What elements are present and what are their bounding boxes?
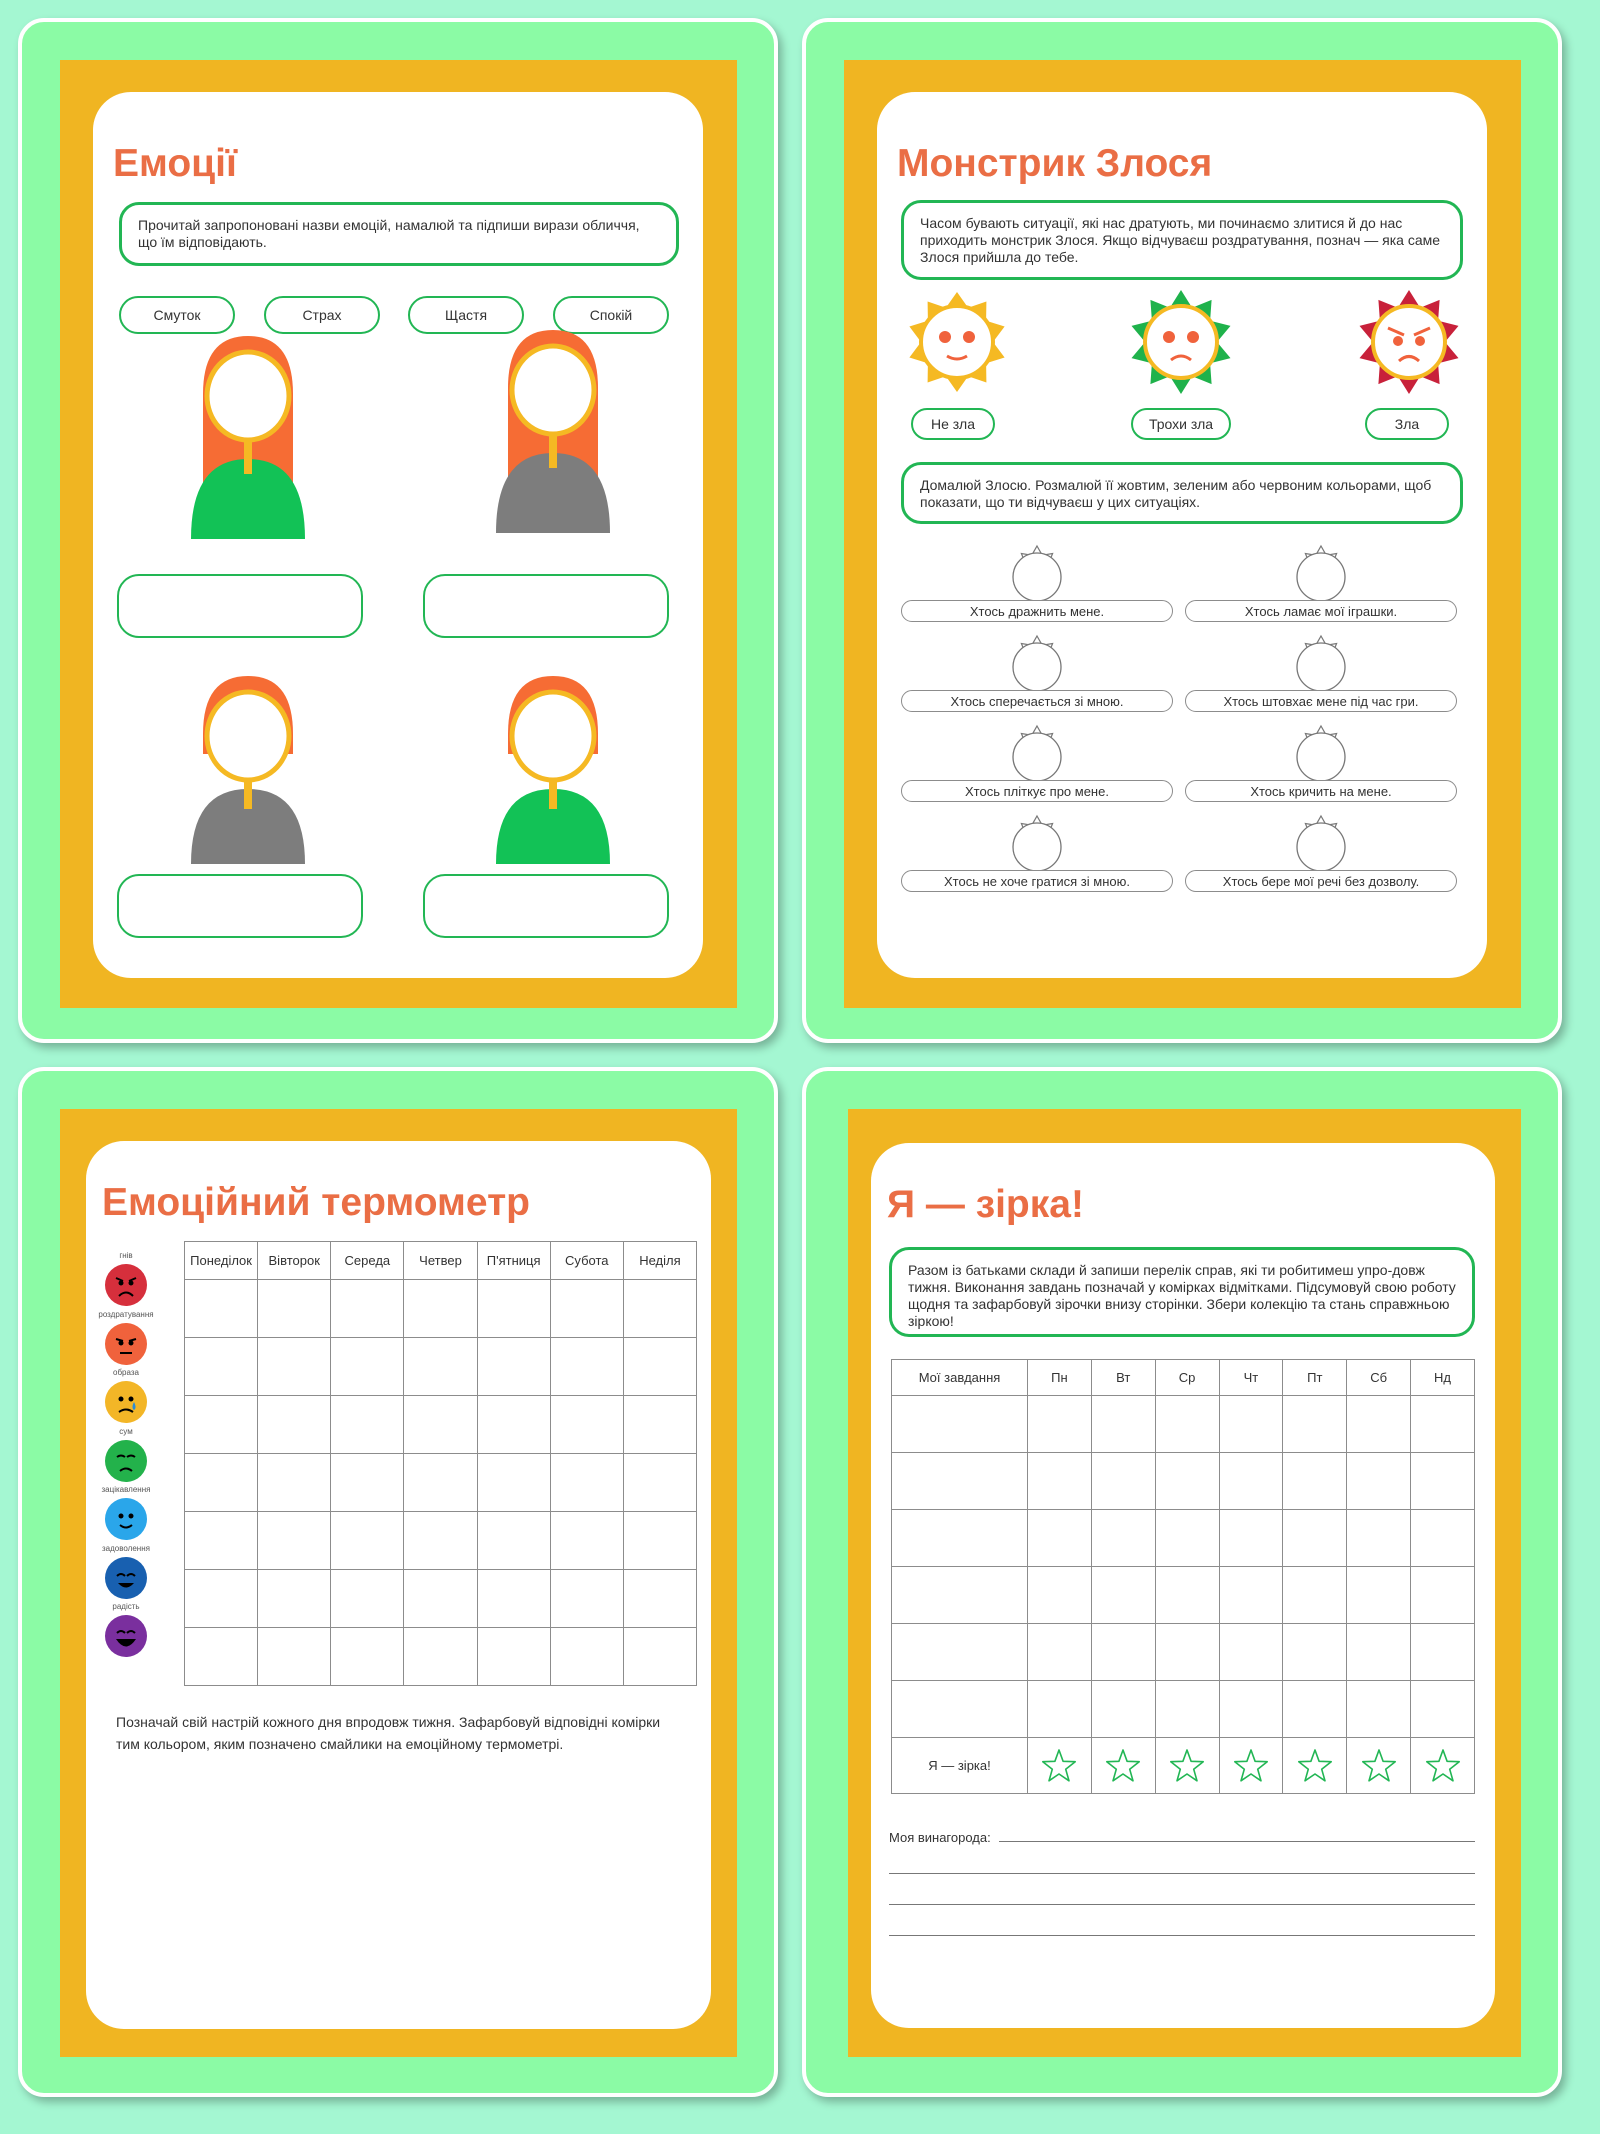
check-cell[interactable]: [1219, 1567, 1283, 1624]
mood-cell[interactable]: [258, 1512, 331, 1570]
table-row: [185, 1280, 697, 1338]
star-cell[interactable]: [1283, 1738, 1347, 1794]
check-cell[interactable]: [1283, 1567, 1347, 1624]
check-cell[interactable]: [1155, 1567, 1219, 1624]
emotion-label: Щастя: [408, 296, 524, 334]
check-cell[interactable]: [1091, 1567, 1155, 1624]
mood-cell[interactable]: [258, 1396, 331, 1454]
mood-cell[interactable]: [623, 1628, 696, 1686]
mood-cell[interactable]: [404, 1280, 477, 1338]
mood-cell[interactable]: [550, 1280, 623, 1338]
day-header: Середа: [331, 1242, 404, 1280]
day-header: Чт: [1219, 1360, 1283, 1396]
mood-cell[interactable]: [185, 1570, 258, 1628]
check-cell[interactable]: [1283, 1510, 1347, 1567]
emotion-label: Спокій: [553, 296, 669, 334]
table-row: [185, 1338, 697, 1396]
anger-level-option[interactable]: Не зла: [911, 408, 995, 440]
reward-line[interactable]: [889, 1904, 1475, 1905]
task-cell[interactable]: [892, 1510, 1028, 1567]
mood-cell[interactable]: [550, 1512, 623, 1570]
check-cell[interactable]: [1347, 1681, 1411, 1738]
check-cell[interactable]: [1091, 1681, 1155, 1738]
joy-smiley-icon: [104, 1614, 148, 1658]
outline-sun-icon[interactable]: [1293, 724, 1349, 782]
outline-sun-icon[interactable]: [1293, 634, 1349, 692]
table-row: [892, 1510, 1475, 1567]
check-cell[interactable]: [1155, 1453, 1219, 1510]
check-cell[interactable]: [1155, 1624, 1219, 1681]
situation-label: Хтось кричить на мене.: [1185, 780, 1457, 802]
table-row: [185, 1396, 697, 1454]
check-cell[interactable]: [1091, 1396, 1155, 1453]
situation-label: Хтось бере мої речі без дозволу.: [1185, 870, 1457, 892]
task-cell[interactable]: [892, 1624, 1028, 1681]
mood-cell[interactable]: [258, 1454, 331, 1512]
mood-cell[interactable]: [623, 1280, 696, 1338]
mood-cell[interactable]: [550, 1396, 623, 1454]
instruction-text: Позначай свій настрій кожного дня впродовж тижня. Зафарбовуй відповідні комірки тим кольором, яким позначено смайлики на емоційному термометрі.: [116, 1714, 661, 1752]
check-cell[interactable]: [1411, 1453, 1475, 1510]
answer-box[interactable]: [117, 874, 363, 938]
check-cell[interactable]: [1347, 1624, 1411, 1681]
mood-cell[interactable]: [623, 1512, 696, 1570]
mood-cell[interactable]: [404, 1628, 477, 1686]
worksheet-card-thermometer: [18, 1067, 778, 2097]
outline-sun-icon[interactable]: [1009, 724, 1065, 782]
day-header: Неділя: [623, 1242, 696, 1280]
situation-label: Хтось дражнить мене.: [901, 600, 1173, 622]
slightly-angry-sun-icon: [1127, 288, 1235, 396]
worksheet-page: [877, 92, 1487, 978]
situation-label: Хтось штовхає мене під час гри.: [1185, 690, 1457, 712]
check-cell[interactable]: [1219, 1681, 1283, 1738]
day-header: Субота: [550, 1242, 623, 1280]
angry-sun-icon: [1355, 288, 1463, 396]
check-cell[interactable]: [1219, 1453, 1283, 1510]
thermometer-label: сум: [119, 1426, 133, 1436]
boy-figure-icon: [488, 674, 618, 869]
tasks-table: [891, 1359, 1475, 1794]
check-cell[interactable]: [1155, 1681, 1219, 1738]
mood-cell[interactable]: [623, 1454, 696, 1512]
mood-cell[interactable]: [623, 1396, 696, 1454]
check-cell[interactable]: [1028, 1510, 1092, 1567]
check-cell[interactable]: [1283, 1681, 1347, 1738]
emotion-label: Смуток: [119, 296, 235, 334]
mood-cell[interactable]: [477, 1280, 550, 1338]
outline-sun-icon[interactable]: [1009, 544, 1065, 602]
check-cell[interactable]: [1411, 1396, 1475, 1453]
day-header: Четвер: [404, 1242, 477, 1280]
check-cell[interactable]: [1411, 1567, 1475, 1624]
check-cell[interactable]: [1411, 1681, 1475, 1738]
day-header: Ср: [1155, 1360, 1219, 1396]
task-cell[interactable]: [892, 1567, 1028, 1624]
star-cell[interactable]: [1219, 1738, 1283, 1794]
task-cell[interactable]: [892, 1396, 1028, 1453]
star-row: [892, 1738, 1475, 1794]
calm-sun-icon: [903, 288, 1011, 396]
check-cell[interactable]: [1028, 1453, 1092, 1510]
page-title: Емоційний термометр: [102, 1181, 530, 1224]
situation-label: Хтось не хоче гратися зі мною.: [901, 870, 1173, 892]
reward-line[interactable]: [889, 1935, 1475, 1936]
thermometer-label: гнів: [119, 1251, 133, 1260]
check-cell[interactable]: [1283, 1624, 1347, 1681]
outline-sun-icon[interactable]: [1293, 814, 1349, 872]
mood-cell[interactable]: [185, 1628, 258, 1686]
star-cell[interactable]: [1347, 1738, 1411, 1794]
mood-cell[interactable]: [185, 1512, 258, 1570]
outline-sun-icon[interactable]: [1009, 814, 1065, 872]
day-header: Понеділок: [185, 1242, 258, 1280]
mood-cell[interactable]: [185, 1454, 258, 1512]
mood-cell[interactable]: [331, 1570, 404, 1628]
star-row-label: Я — зірка!: [892, 1738, 1028, 1794]
mood-cell[interactable]: [331, 1628, 404, 1686]
mood-cell[interactable]: [550, 1628, 623, 1686]
mood-cell[interactable]: [185, 1338, 258, 1396]
emotion-label: Страх: [264, 296, 380, 334]
reward-label: Моя винагорода:: [889, 1830, 991, 1845]
check-cell[interactable]: [1219, 1624, 1283, 1681]
mood-cell[interactable]: [550, 1454, 623, 1512]
girl-figure-icon: [183, 334, 313, 544]
check-cell[interactable]: [1091, 1453, 1155, 1510]
table-row: [892, 1396, 1475, 1453]
reward-line[interactable]: [999, 1841, 1475, 1842]
day-header: П'ятниця: [477, 1242, 550, 1280]
page-title: Я — зірка!: [887, 1183, 1084, 1226]
anger-level-option[interactable]: Трохи зла: [1131, 408, 1231, 440]
check-cell[interactable]: [1091, 1624, 1155, 1681]
star-icon[interactable]: [1232, 1747, 1270, 1785]
table-row: [892, 1624, 1475, 1681]
check-cell[interactable]: [1347, 1453, 1411, 1510]
answer-box[interactable]: [117, 574, 363, 638]
mood-cell[interactable]: [477, 1338, 550, 1396]
star-icon[interactable]: [1360, 1747, 1398, 1785]
instruction-box: Прочитай запропоновані назви емоцій, намалюй та підпиши вирази обличчя, що їм відповідають.: [119, 202, 679, 266]
star-icon[interactable]: [1104, 1747, 1142, 1785]
check-cell[interactable]: [1219, 1510, 1283, 1567]
mood-cell[interactable]: [477, 1570, 550, 1628]
outline-sun-icon[interactable]: [1009, 634, 1065, 692]
mood-cell[interactable]: [404, 1570, 477, 1628]
curious-smiley-icon: [104, 1497, 148, 1541]
worksheet-card-star: [802, 1067, 1562, 2097]
check-cell[interactable]: [1283, 1396, 1347, 1453]
reward-line[interactable]: [889, 1873, 1475, 1874]
mood-cell[interactable]: [258, 1628, 331, 1686]
mood-cell[interactable]: [331, 1338, 404, 1396]
worksheet-page: [86, 1141, 711, 2029]
outline-sun-icon[interactable]: [1293, 544, 1349, 602]
check-cell[interactable]: [1091, 1510, 1155, 1567]
check-cell[interactable]: [1347, 1396, 1411, 1453]
table-row: [892, 1567, 1475, 1624]
mood-cell[interactable]: [404, 1396, 477, 1454]
mood-cell[interactable]: [331, 1280, 404, 1338]
star-cell[interactable]: [1411, 1738, 1475, 1794]
star-icon[interactable]: [1296, 1747, 1334, 1785]
page-title: Монстрик Злося: [897, 142, 1213, 185]
star-cell[interactable]: [1155, 1738, 1219, 1794]
check-cell[interactable]: [1283, 1453, 1347, 1510]
check-cell[interactable]: [1155, 1510, 1219, 1567]
check-cell[interactable]: [1219, 1396, 1283, 1453]
thermometer-label: образа: [113, 1368, 139, 1377]
mood-cell[interactable]: [477, 1396, 550, 1454]
day-header: Сб: [1347, 1360, 1411, 1396]
worksheet-page: [871, 1143, 1495, 2028]
mood-cell[interactable]: [550, 1570, 623, 1628]
check-cell[interactable]: [1155, 1396, 1219, 1453]
anger-level-option[interactable]: Зла: [1365, 408, 1449, 440]
situation-label: Хтось сперечається зі мною.: [901, 690, 1173, 712]
day-header: Вт: [1091, 1360, 1155, 1396]
check-cell[interactable]: [1028, 1567, 1092, 1624]
girl-figure-icon: [488, 328, 618, 538]
check-cell[interactable]: [1411, 1624, 1475, 1681]
table-row: [185, 1570, 697, 1628]
mood-cell[interactable]: [550, 1338, 623, 1396]
day-header: Пт: [1283, 1360, 1347, 1396]
sad-smiley-icon: [104, 1439, 148, 1483]
check-cell[interactable]: [1028, 1681, 1092, 1738]
mood-cell[interactable]: [331, 1396, 404, 1454]
boy-figure-icon: [183, 674, 313, 869]
mood-cell[interactable]: [477, 1628, 550, 1686]
situation-label: Хтось пліткує про мене.: [901, 780, 1173, 802]
mood-cell[interactable]: [477, 1454, 550, 1512]
star-cell[interactable]: [1028, 1738, 1092, 1794]
thermometer-label: задоволення: [102, 1543, 150, 1553]
mood-cell[interactable]: [185, 1396, 258, 1454]
table-row: [892, 1681, 1475, 1738]
mood-cell[interactable]: [331, 1512, 404, 1570]
check-cell[interactable]: [1347, 1567, 1411, 1624]
check-cell[interactable]: [1347, 1510, 1411, 1567]
star-icon[interactable]: [1168, 1747, 1206, 1785]
content-smiley-icon: [104, 1556, 148, 1600]
mood-cell[interactable]: [623, 1338, 696, 1396]
mood-cell[interactable]: [185, 1280, 258, 1338]
thermometer-label: зацікавлення: [101, 1485, 151, 1494]
mood-cell[interactable]: [623, 1570, 696, 1628]
answer-box[interactable]: [423, 874, 669, 938]
table-row: [185, 1628, 697, 1686]
check-cell[interactable]: [1028, 1624, 1092, 1681]
day-header: Нд: [1411, 1360, 1475, 1396]
worksheet-page: [93, 92, 703, 978]
mood-table: [184, 1241, 697, 1686]
worksheet-card-emotions: [18, 18, 778, 1043]
task-cell[interactable]: [892, 1681, 1028, 1738]
table-row: [892, 1453, 1475, 1510]
page-title: Емоції: [113, 142, 237, 185]
mood-cell[interactable]: [258, 1338, 331, 1396]
situation-label: Хтось ламає мої іграшки.: [1185, 600, 1457, 622]
intro-box: Часом бувають ситуації, які нас дратують, ми починаємо злитися й до нас приходить монстрик Злося. Якщо відчуваєш роздратування, познач — яка саме Злося прийшла до тебе.: [901, 200, 1463, 280]
thermometer-label: радість: [112, 1602, 140, 1611]
mood-cell[interactable]: [258, 1280, 331, 1338]
star-cell[interactable]: [1091, 1738, 1155, 1794]
day-header: Вівторок: [258, 1242, 331, 1280]
check-cell[interactable]: [1411, 1510, 1475, 1567]
star-icon[interactable]: [1424, 1747, 1462, 1785]
mood-cell[interactable]: [404, 1454, 477, 1512]
hurt-smiley-icon: [104, 1380, 148, 1424]
mood-cell[interactable]: [258, 1570, 331, 1628]
task-cell[interactable]: [892, 1453, 1028, 1510]
thermometer-label: роздратування: [98, 1309, 154, 1319]
worksheet-card-anger: [802, 18, 1562, 1043]
table-row: [185, 1512, 697, 1570]
mood-cell[interactable]: [477, 1512, 550, 1570]
mood-cell[interactable]: [404, 1512, 477, 1570]
annoyed-smiley-icon: [104, 1322, 148, 1366]
day-header: Пн: [1028, 1360, 1092, 1396]
mood-cell[interactable]: [404, 1338, 477, 1396]
check-cell[interactable]: [1028, 1396, 1092, 1453]
table-row: [185, 1454, 697, 1512]
instruction-box: Домалюй Злосю. Розмалюй її жовтим, зеленим або червоним кольорами, щоб показати, що ти відчуваєш у цих ситуаціях.: [901, 462, 1463, 524]
star-icon[interactable]: [1040, 1747, 1078, 1785]
tasks-header: Мої завдання: [892, 1360, 1028, 1396]
answer-box[interactable]: [423, 574, 669, 638]
intro-box: Разом із батьками склади й запиши перелік справ, які ти робитимеш упро-довж тижня. Виконання завдань позначай у комірках відмітками. Підсумовуй свою роботу щодня та зафарбовуй зірочки внизу сторінки. Збери колекцію та стань справжньою зіркою!: [889, 1247, 1475, 1337]
mood-cell[interactable]: [331, 1454, 404, 1512]
angry-smiley-icon: [104, 1263, 148, 1307]
